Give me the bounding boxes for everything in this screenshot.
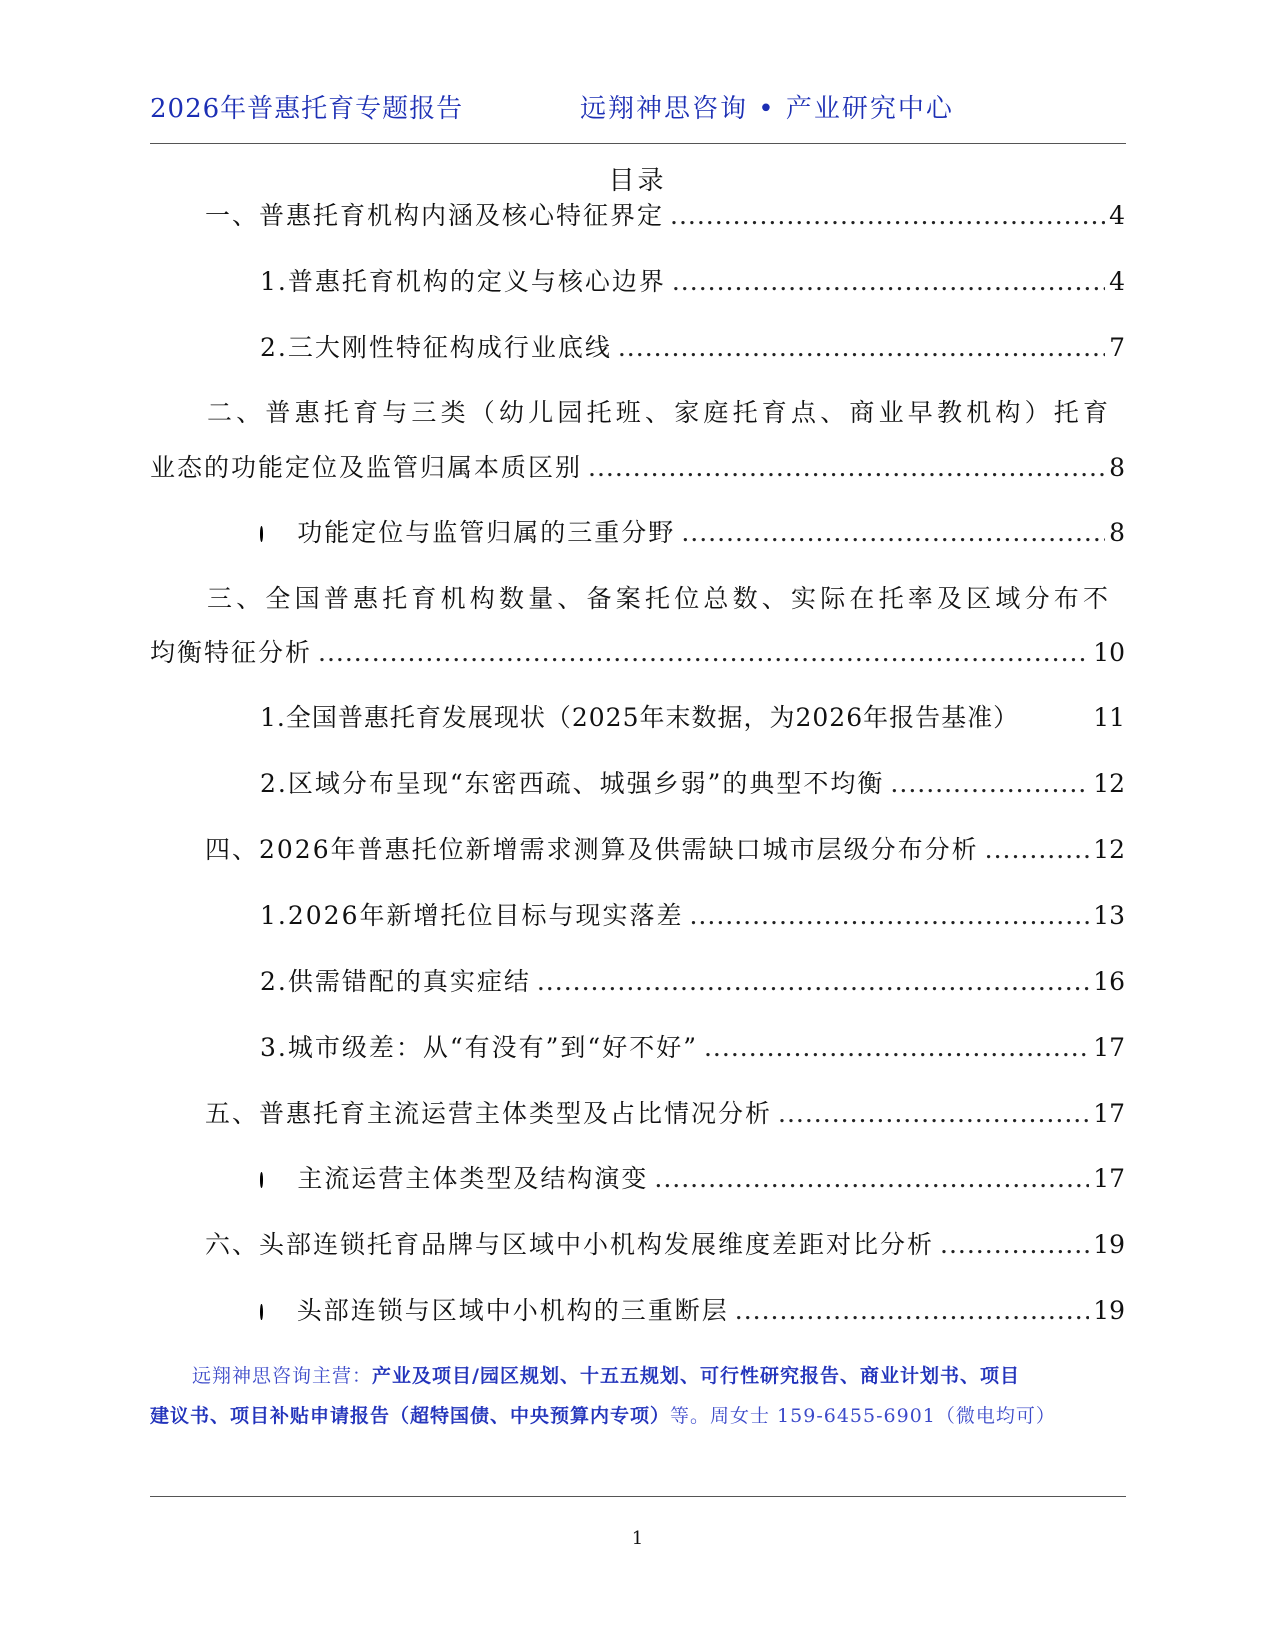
toc-entry-text: 业态的功能定位及监管归属本质区别 [150, 453, 583, 482]
toc-entry-text: 功能定位与监管归属的三重分野 [297, 518, 676, 547]
toc-page-number: 4 [1109, 201, 1125, 230]
toc-page-number: 19 [1093, 1230, 1125, 1259]
toc-leader-dots [618, 331, 1105, 365]
toc-entry-text: 主流运营主体类型及结构演变 [297, 1164, 649, 1193]
toc-entry-text: 一、普惠托育机构内涵及核心特征界定 [205, 201, 665, 230]
footer-services-1: 产业及项目/园区规划、十五五规划、可行性研究报告、商业计划书、项目 [372, 1365, 1020, 1387]
footer-line-1 [150, 1356, 1126, 1396]
toc-page-number: 12 [1093, 835, 1125, 864]
toc-entry[interactable] [260, 331, 1125, 365]
toc-leader-dots [689, 899, 1089, 933]
toc-entry-text: 均衡特征分析 [150, 638, 313, 667]
toc-page-number: 7 [1109, 333, 1125, 362]
toc-entry[interactable] [260, 701, 1125, 735]
toc-entry-text: 3.城市级差：从“有没有”到“好不好” [260, 1033, 698, 1062]
toc-entry-text: 四、2026年普惠托位新增需求测算及供需缺口城市层级分布分析 [205, 835, 979, 864]
toc-entry[interactable] [260, 899, 1125, 933]
toc-entry[interactable] [205, 199, 1125, 233]
toc-leader-dots [735, 1294, 1089, 1328]
toc-leader-dots [318, 636, 1089, 670]
toc-entry-line1[interactable]: 二、普惠托育与三类（幼儿园托班、家庭托育点、商业早教机构）托育 [207, 398, 1113, 427]
toc-page-number: 10 [1093, 638, 1125, 667]
toc-leader-dots [670, 199, 1105, 233]
toc-page-number: 8 [1109, 453, 1125, 482]
toc-page-number: 19 [1093, 1296, 1125, 1325]
toc-entry-text: 1.2026年新增托位目标与现实落差 [260, 901, 684, 930]
publisher-name: 远翔神思咨询 • 产业研究中心 [580, 94, 954, 124]
toc-entry-text: 2.供需错配的真实症结 [260, 967, 531, 996]
toc-entry[interactable] [260, 1031, 1125, 1065]
toc-entry[interactable] [205, 1097, 1125, 1131]
toc-entry[interactable] [205, 833, 1125, 867]
toc-leader-dots [778, 1097, 1089, 1131]
toc-leader-dots [681, 516, 1105, 550]
toc-entry-text: 1.普惠托育机构的定义与核心边界 [260, 267, 666, 296]
toc-leader-dots [537, 965, 1089, 999]
toc-leader-dots [890, 767, 1089, 801]
toc-page-number: 17 [1093, 1164, 1125, 1193]
footer-contact: 等。周女士 159-6455-6901（微电均可） [670, 1405, 1056, 1427]
footer-line-2 [150, 1396, 1126, 1436]
toc-leader-dots [704, 1031, 1089, 1065]
toc-entry[interactable] [260, 1294, 1125, 1328]
toc-leader-dots [985, 833, 1090, 867]
toc-page-number: 8 [1109, 518, 1125, 547]
toc-entry-text: 五、普惠托育主流运营主体类型及占比情况分析 [205, 1099, 773, 1128]
toc-page-number: 12 [1093, 769, 1125, 798]
toc-entry-text: 2.区域分布呈现“东密西疏、城强乡弱”的典型不均衡 [260, 769, 885, 798]
toc-page-number: 13 [1093, 901, 1125, 930]
bullet-icon [260, 1304, 263, 1320]
footer-advert [150, 1356, 1126, 1436]
toc-page-number: 11 [1093, 703, 1125, 732]
footer-divider [150, 1496, 1126, 1497]
toc-entry-text: 1.全国普惠托育发展现状（2025年末数据，为2026年报告基准） [260, 703, 1020, 732]
toc-entry-text: 头部连锁与区域中小机构的三重断层 [296, 1296, 729, 1325]
page-header [150, 88, 1126, 128]
bullet-icon [260, 526, 263, 542]
footer-prefix: 远翔神思咨询主营： [192, 1365, 373, 1387]
toc-entry[interactable] [150, 451, 1125, 485]
toc-entry[interactable] [260, 965, 1125, 999]
toc-entry[interactable] [260, 767, 1125, 801]
toc-page-number: 17 [1093, 1099, 1125, 1128]
toc-leader-dots [940, 1228, 1089, 1262]
report-title: 2026年普惠托育专题报告 [150, 94, 464, 124]
toc-entry-text: 2.三大刚性特征构成行业底线 [260, 333, 612, 362]
toc-entry[interactable] [205, 1228, 1125, 1262]
toc-title: 目录 [608, 166, 667, 196]
toc-entry[interactable] [260, 1162, 1125, 1196]
header-divider [150, 143, 1126, 144]
toc-page-number: 16 [1093, 967, 1125, 996]
toc-leader-dots [654, 1162, 1089, 1196]
page-number: 1 [631, 1528, 644, 1549]
toc-page-number: 4 [1109, 267, 1125, 296]
toc-leader-dots [672, 265, 1105, 299]
toc-entry[interactable] [260, 265, 1125, 299]
bullet-icon [260, 1172, 263, 1188]
toc-page-number: 17 [1093, 1033, 1125, 1062]
toc-entry[interactable] [260, 516, 1125, 550]
toc-entry-text: 六、头部连锁托育品牌与区域中小机构发展维度差距对比分析 [205, 1230, 935, 1259]
toc-entry-line1[interactable]: 三、全国普惠托育机构数量、备案托位总数、实际在托率及区域分布不 [207, 584, 1113, 613]
toc-leader-dots [588, 451, 1105, 485]
toc-entry[interactable] [150, 636, 1125, 670]
footer-services-2: 建议书、项目补贴申请报告（超特国债、中央预算内专项） [150, 1405, 671, 1427]
